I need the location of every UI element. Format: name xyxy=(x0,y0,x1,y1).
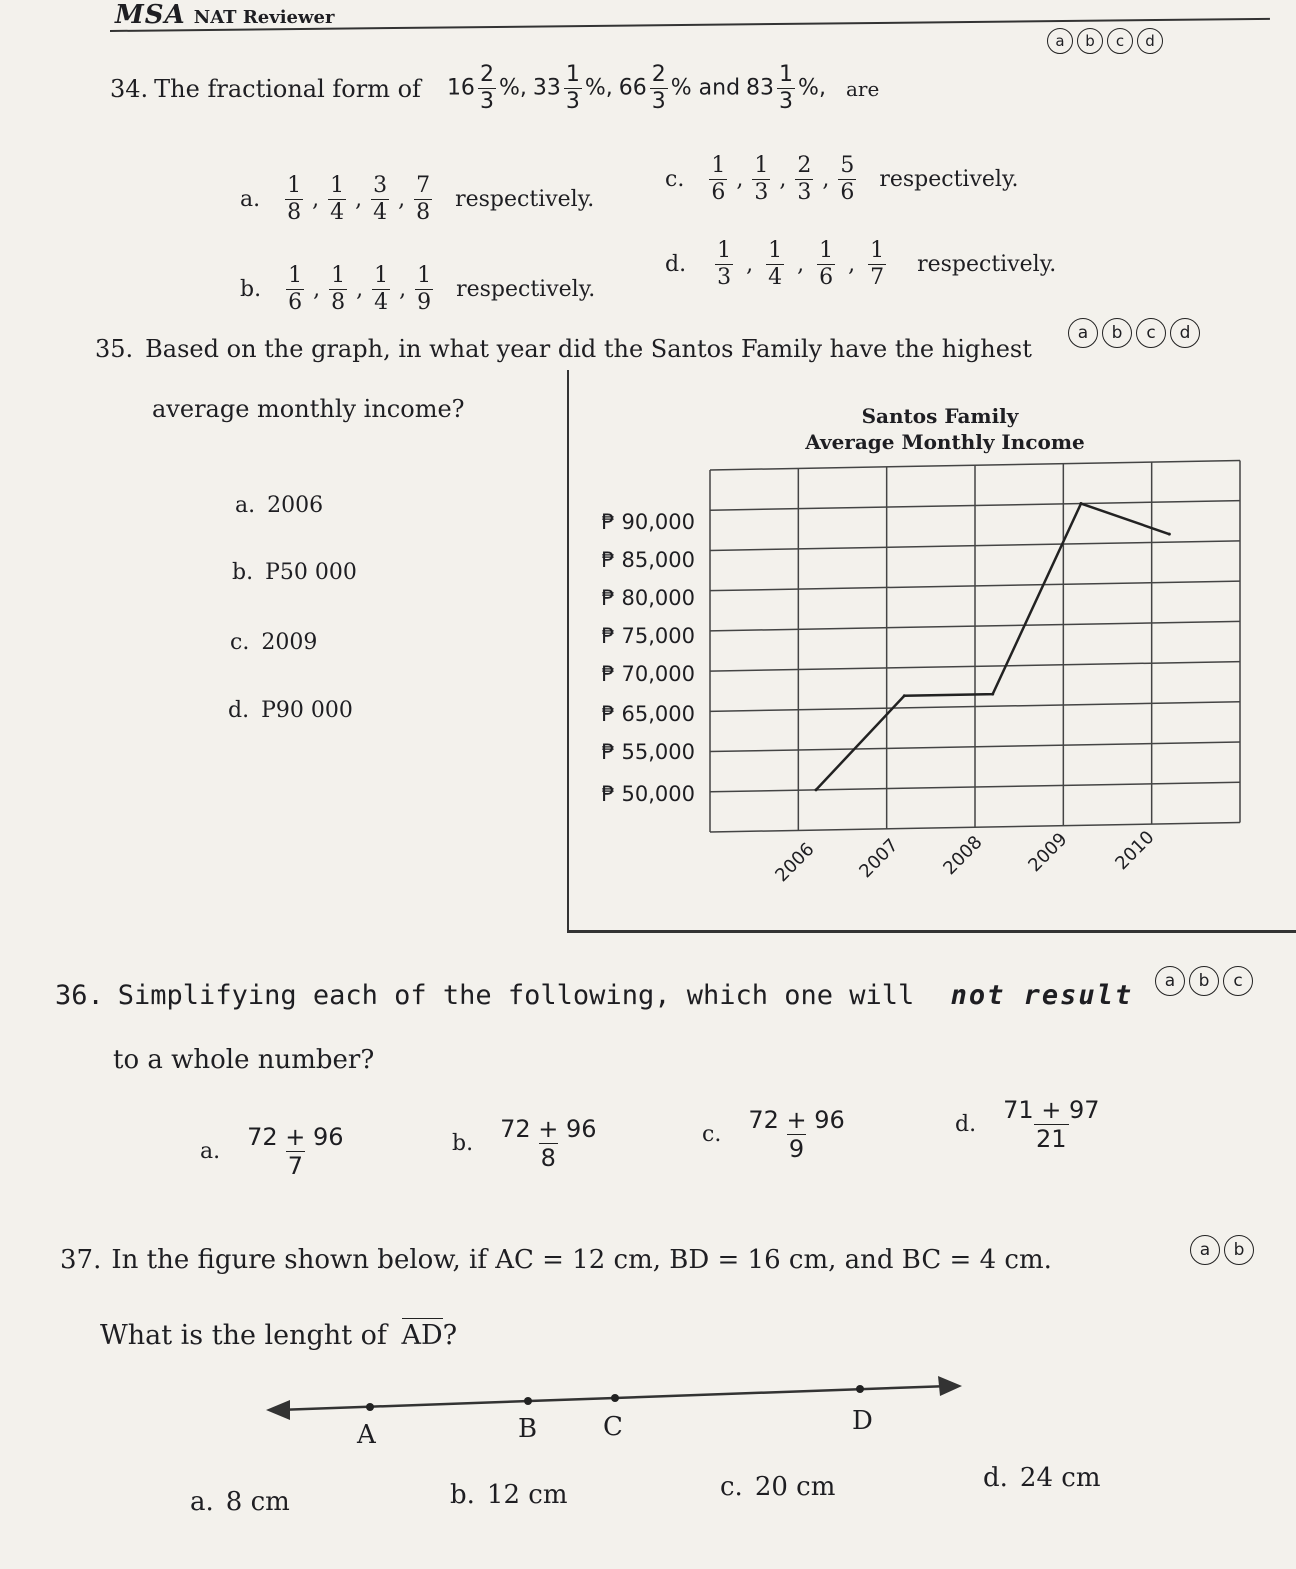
q34-suffix: are xyxy=(845,76,880,101)
q37-option-d[interactable]: d. 24 cm xyxy=(983,1463,1101,1493)
q37-stem-line2: What is the lenght of AD? xyxy=(100,1320,458,1351)
chart-subtitle: Average Monthly Income xyxy=(805,430,1085,454)
q34-option-c[interactable]: c. $\frac{1}{6}$ , $\frac{1}{3}$ , $\frac{2}{3}$ , $\frac{5}{6}$ respectively. xyxy=(665,153,1019,205)
q36-option-b[interactable]: b. $\frac{72 + 96}{8}$ xyxy=(452,1115,597,1172)
right-arrow-icon xyxy=(938,1376,962,1396)
q35-bubble-a[interactable]: a xyxy=(1068,318,1098,348)
q34-option-a[interactable]: a. $\frac{1}{8}$ , $\frac{1}{4}$ , $\frac{3}{4}$ , $\frac{7}{8}$ respectively. xyxy=(240,173,595,225)
y-tick-label: ₱ 65,000 xyxy=(601,702,695,726)
q35-bubble-d[interactable]: d xyxy=(1170,318,1200,348)
y-tick-label: ₱ 90,000 xyxy=(601,510,695,534)
q34-value-1: 16 $\frac{2}{3}$ %, xyxy=(446,62,527,114)
q34-value-2: 33 $\frac{1}{3}$ %, xyxy=(532,62,613,114)
q36-bubble-a[interactable]: a xyxy=(1155,966,1185,996)
x-tick-label: 2006 xyxy=(771,838,819,887)
y-tick-label: ₱ 75,000 xyxy=(601,624,695,648)
q36-stem-line2: to a whole number? xyxy=(113,1045,375,1075)
q35-stem-line2: average monthly income? xyxy=(152,395,465,423)
q34-number: 34. xyxy=(110,74,149,103)
q36-option-c[interactable]: c. $\frac{72 + 96}{9}$ xyxy=(702,1106,845,1163)
y-tick-label: ₱ 70,000 xyxy=(601,662,695,686)
q34-prefix: The fractional form of xyxy=(154,74,421,103)
q35-option-a[interactable]: a. 2006 xyxy=(235,493,324,518)
q37-option-a[interactable]: a. 8 cm xyxy=(190,1487,290,1517)
point-label-a: A xyxy=(357,1420,376,1450)
q37-option-c[interactable]: c. 20 cm xyxy=(720,1472,836,1502)
q35-bubble-b[interactable]: b xyxy=(1102,318,1132,348)
point-label-b: B xyxy=(518,1414,538,1444)
point-c-dot xyxy=(611,1394,619,1402)
point-label-d: D xyxy=(852,1406,873,1436)
q36-bubble-b[interactable]: b xyxy=(1189,966,1219,996)
logo: MSA xyxy=(115,0,186,30)
q36-answer-bubbles xyxy=(1155,966,1253,996)
q35-bubble-c[interactable]: c xyxy=(1136,318,1166,348)
q37-option-b[interactable]: b. 12 cm xyxy=(450,1480,568,1510)
x-tick-label: 2007 xyxy=(855,834,903,883)
point-d-dot xyxy=(856,1385,864,1393)
chart-title: Santos Family xyxy=(861,404,1019,428)
q36-bubble-c[interactable]: c xyxy=(1223,966,1253,996)
q35-number: 35. xyxy=(95,335,134,363)
x-tick-label: 2008 xyxy=(939,831,987,880)
q34-option-d[interactable]: d. $\frac{1}{3}$ , $\frac{1}{4}$ , $\frac{1}{6}$ , $\frac{1}{7}$ respectively. xyxy=(665,238,1057,290)
q36-stem-line1: 36. Simplifying each of the following, which one will not result xyxy=(55,980,1134,1011)
point-b-dot xyxy=(524,1397,532,1405)
point-label-c: C xyxy=(603,1412,623,1442)
x-tick-label: 2010 xyxy=(1111,826,1159,875)
left-arrow-icon xyxy=(266,1400,290,1420)
x-tick-label: 2009 xyxy=(1024,828,1072,877)
q36-option-a[interactable]: a. $\frac{72 + 96}{7}$ xyxy=(200,1123,344,1180)
y-tick-label: ₱ 50,000 xyxy=(601,782,695,806)
q37-answer-bubbles xyxy=(1190,1235,1254,1265)
q37-bubble-b[interactable]: b xyxy=(1224,1235,1254,1265)
q34-value-3: 66 $\frac{2}{3}$ % and xyxy=(618,62,741,114)
q34-bubble-a[interactable]: a xyxy=(1047,28,1073,54)
y-tick-label: ₱ 80,000 xyxy=(601,586,695,610)
q34-value-4: 83 $\frac{1}{3}$ %, xyxy=(746,62,826,114)
q37-bubble-a[interactable]: a xyxy=(1190,1235,1220,1265)
q34-bubble-c[interactable]: c xyxy=(1107,28,1133,54)
q35-option-d[interactable]: d. P90 000 xyxy=(228,698,353,723)
q35-option-c[interactable]: c. 2009 xyxy=(230,630,318,655)
y-tick-label: ₱ 85,000 xyxy=(601,548,695,572)
y-tick-label: ₱ 55,000 xyxy=(601,740,695,764)
q34-option-b[interactable]: b. $\frac{1}{6}$ , $\frac{1}{8}$ , $\frac{1}{4}$ , $\frac{1}{9}$ respectively. xyxy=(240,263,596,315)
q35-option-b[interactable]: b. P50 000 xyxy=(232,560,357,585)
q37-stem-line1: 37. In the figure shown below, if AC = 12 cm, BD = 16 cm, and BC = 4 cm. xyxy=(60,1245,1052,1275)
point-a-dot xyxy=(366,1403,374,1411)
q35-text-1: Based on the graph, in what year did the Santos Family have the highest xyxy=(145,335,1032,363)
q34-bubble-d[interactable]: d xyxy=(1137,28,1163,54)
q36-option-d[interactable]: d. $\frac{71 + 97}{21}$ xyxy=(955,1096,1100,1153)
q34-bubble-b[interactable]: b xyxy=(1077,28,1103,54)
header-title: NAT Reviewer xyxy=(193,7,335,28)
segment-ad: AD xyxy=(401,1320,443,1351)
